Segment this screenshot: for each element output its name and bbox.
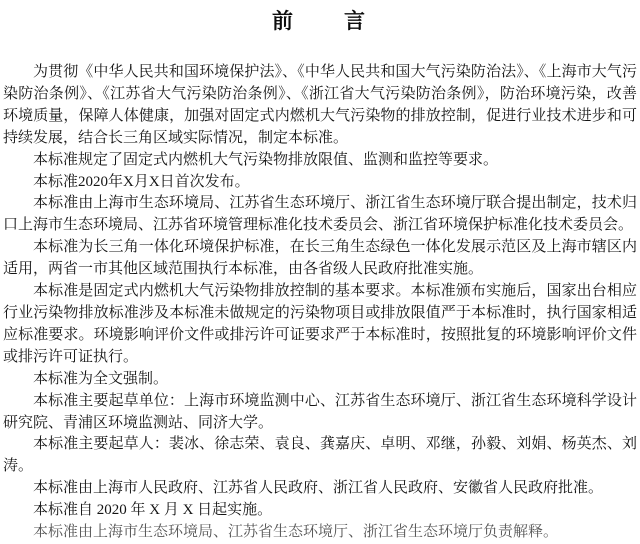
paragraph-drafters: 本标准主要起草人：裴冰、徐志荣、袁良、龚嘉庆、卓明、邓继，孙毅、刘娟、杨英杰、刘涛。: [3, 436, 637, 475]
paragraph-applicability: 本标准为长三角一体化环境保护标准，在长三角生态绿色一体化发展示范区及上海市辖区内适用，两省一市其他区域范围执行本标准，由各省级人民政府批准实施。: [3, 239, 637, 278]
paragraph-drafting-units: 本标准主要起草单位：上海市环境监测中心、江苏省生态环境厅、浙江省生态环境科学设计研究院、青浦区环境监测站、同济大学。: [3, 392, 637, 431]
paragraph-approval: 本标准由上海市人民政府、江苏省人民政府、浙江省人民政府、安徽省人民政府批准。: [33, 480, 604, 497]
paragraph-proposers: 本标准由上海市生态环境局、江苏省生态环境厅、浙江省生态环境厅联合提出制定，技术归口上海市生态环境局、江苏省环境管理标准化技术委员会、浙江省环境保护标准化技术委员会。: [3, 195, 637, 234]
page-title: 前 言: [272, 10, 368, 33]
paragraph-mandatory: 本标准为全文强制。: [33, 370, 169, 387]
paragraph-first-issue: 本标准2020年X月X日首次发布。: [33, 173, 250, 190]
document-body: [3, 62, 637, 544]
paragraph-purpose: 为贯彻《中华人民共和国环境保护法》、《中华人民共和国大气污染防治法》、《上海市大气污染防治条例》、《江苏省大气污染防治条例》、《浙江省大气污染防治条例》，防治环境污染，改善环境质量，保障人体健康，加强对固定式内燃机大气污染物的排放控制，促进行业技术进步和可持续发展，结合长三角区域实际情况，制定本标准。: [3, 64, 637, 146]
paragraph-effective-date: 本标准自 2020 年 X 月 X 日起实施。: [33, 502, 273, 519]
paragraph-interpretation: 本标准由上海市生态环境局、江苏省生态环境厅、浙江省生态环境厅负责解释。: [33, 524, 559, 541]
paragraph-scope: 本标准规定了固定式内燃机大气污染物排放限值、监测和监控等要求。: [33, 151, 499, 168]
paragraph-requirements: 本标准是固定式内燃机大气污染物排放控制的基本要求。本标准颁布实施后，国家出台相应行业污染物排放标准涉及本标准未做规定的污染物项目或排放限值严于本标准时，执行国家相适应标准要求。环境影响评价文件或排污许可证要求严于本标准时，按照批复的环境影响评价文件或排污许可证执行。: [3, 283, 637, 365]
